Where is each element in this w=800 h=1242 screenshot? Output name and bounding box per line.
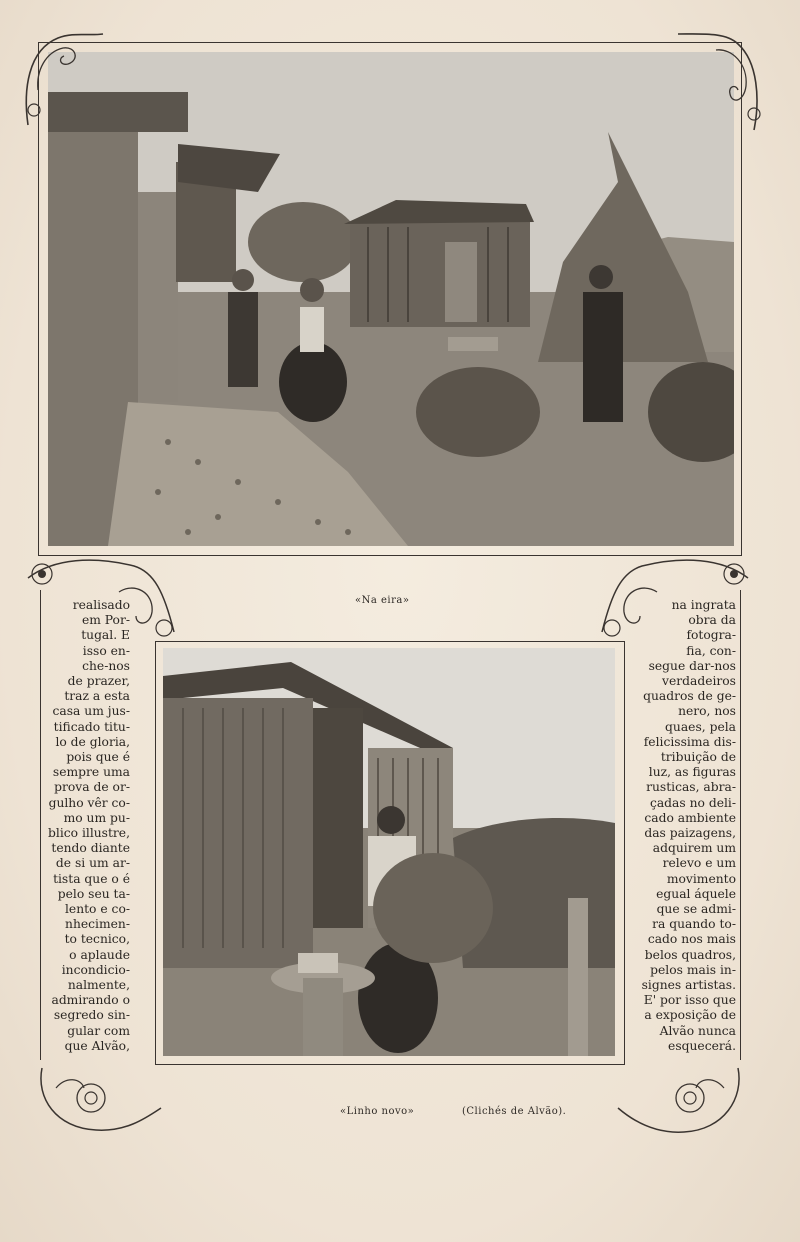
text-line: que Alvão, xyxy=(64,1038,130,1053)
text-line: tista que o é xyxy=(53,871,130,886)
text-line: de prazer, xyxy=(67,674,130,689)
text-line: cado nos mais xyxy=(647,932,736,947)
text-line: segue dar-nos xyxy=(648,658,736,673)
text-line: fia, con- xyxy=(686,643,736,658)
right-column-rule xyxy=(740,590,741,1060)
photo-linho-novo xyxy=(163,648,615,1056)
corner-ornament-top-right xyxy=(676,30,768,134)
text-line: cado ambiente xyxy=(644,810,736,825)
text-line: fotogra- xyxy=(686,628,736,643)
caption-na-eira: «Na eira» xyxy=(355,595,410,606)
text-line: mo um pu- xyxy=(63,810,130,825)
right-text-column xyxy=(630,598,736,1054)
text-line: nalmente, xyxy=(67,978,130,993)
photo-na-eira xyxy=(48,52,734,546)
text-line: traz a esta xyxy=(64,689,130,704)
text-line: casa um jus- xyxy=(52,704,130,719)
corner-ornament-top-left xyxy=(18,30,108,130)
text-line: segredo sin- xyxy=(53,1008,130,1023)
text-line: egual áquele xyxy=(656,886,736,901)
left-column-rule xyxy=(40,590,41,1060)
text-line: isso en- xyxy=(82,643,130,658)
text-line: lo de gloria, xyxy=(55,734,130,749)
text-line: pelo seu ta- xyxy=(57,886,130,901)
text-line: gular com xyxy=(67,1023,130,1038)
text-line: na ingrata xyxy=(671,598,736,612)
text-line: verdadeiros xyxy=(662,674,736,689)
text-line: adquirem um xyxy=(652,841,736,856)
text-line: esquecerá. xyxy=(668,1038,736,1053)
corner-ornament-bottom-left xyxy=(36,1058,166,1138)
text-line: pois que é xyxy=(66,750,130,765)
text-line: de si um ar- xyxy=(55,856,130,871)
text-line: obra da xyxy=(688,613,736,628)
text-line: realisado xyxy=(72,598,130,612)
text-line: lento e co- xyxy=(64,902,130,917)
text-line: das paizagens, xyxy=(644,826,736,841)
text-line: blico illustre, xyxy=(48,826,130,841)
caption-linho-novo: «Linho novo» xyxy=(340,1106,415,1117)
photo-credit: (Clichés de Alvão). xyxy=(462,1106,567,1117)
text-line: que se admi- xyxy=(656,902,736,917)
text-line: sempre uma xyxy=(52,765,130,780)
text-line: a exposição de xyxy=(644,1008,736,1023)
text-line: to tecnico, xyxy=(64,932,130,947)
text-line: movimento xyxy=(666,871,736,886)
text-line: tugal. E xyxy=(81,628,130,643)
corner-ornament-bottom-right xyxy=(612,1058,744,1142)
text-line: tribuição de xyxy=(660,750,736,765)
text-line: nhecimen- xyxy=(65,917,130,932)
text-line: incondicio- xyxy=(61,962,130,977)
text-line: tendo diante xyxy=(51,841,130,856)
text-line: ra quando to- xyxy=(652,917,736,932)
text-line: quaes, pela xyxy=(665,719,736,734)
text-line: prova de or- xyxy=(54,780,130,795)
text-line: signes artistas. xyxy=(641,978,736,993)
text-line: rusticas, abra- xyxy=(646,780,736,795)
text-line: quadros de ge- xyxy=(643,689,736,704)
text-line: pelos mais in- xyxy=(650,962,736,977)
text-line: em Por- xyxy=(81,613,130,628)
text-line: relevo e um xyxy=(662,856,736,871)
text-line: che-nos xyxy=(82,658,130,673)
text-line: tificado titu- xyxy=(53,719,130,734)
text-line: Alvão nunca xyxy=(659,1023,736,1038)
text-line: admirando o xyxy=(51,993,130,1008)
text-line: nero, nos xyxy=(678,704,736,719)
text-line: felicissima dis- xyxy=(643,734,736,749)
left-text-column xyxy=(46,598,130,1054)
text-line: çadas no deli- xyxy=(649,795,736,810)
text-line: luz, as figuras xyxy=(648,765,736,780)
text-line: o aplaude xyxy=(69,947,130,962)
text-line: gulho vêr co- xyxy=(48,795,130,810)
text-line: belos quadros, xyxy=(644,947,736,962)
text-line: E' por isso que xyxy=(643,993,736,1008)
